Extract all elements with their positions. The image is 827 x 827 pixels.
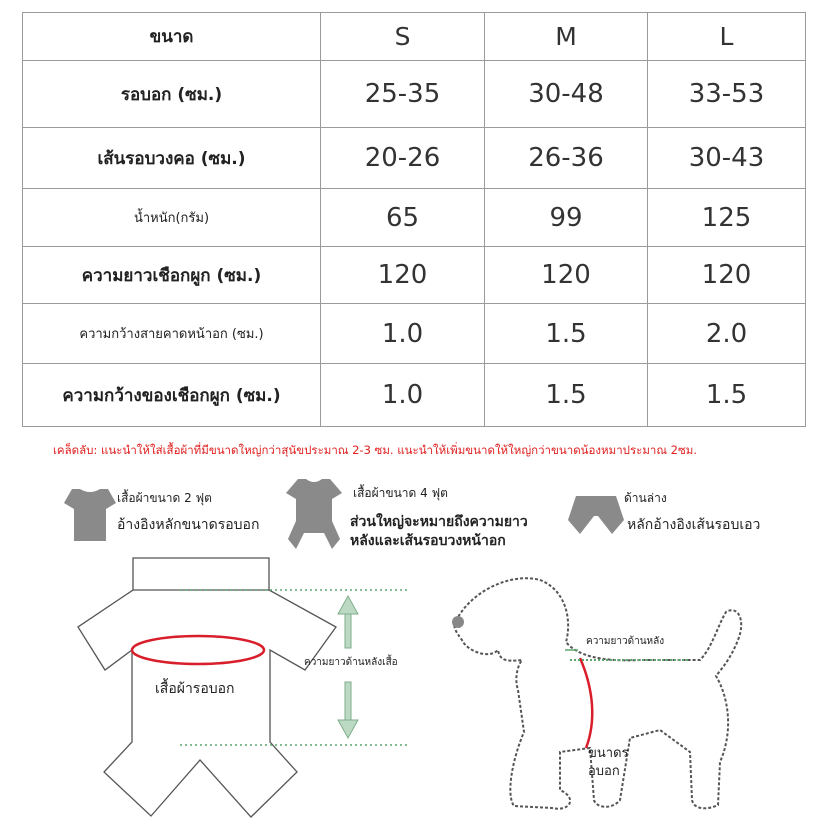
- two-leg-shirt-icon: [62, 485, 118, 545]
- dog-diagram: [440, 565, 750, 820]
- cell-value: 120: [648, 247, 806, 304]
- dog-chest-measure-line: [580, 658, 592, 748]
- cell-value: 1.0: [321, 364, 485, 427]
- header-size-l: L: [648, 13, 806, 61]
- four-leg-title: เสื้อผ้าขนาด 4 ฟุต: [353, 486, 448, 500]
- header-size-s: S: [321, 13, 485, 61]
- cell-value: 65: [321, 189, 485, 247]
- cell-value: 2.0: [648, 304, 806, 364]
- dog-back-length-label: ความยาวด้านหลัง: [586, 636, 665, 647]
- cell-value: 33-53: [648, 61, 806, 128]
- table-row: [23, 189, 806, 247]
- cell-value: 1.5: [648, 364, 806, 427]
- four-leg-desc-line1: ส่วนใหญ่จะหมายถึงความยาว: [350, 514, 528, 530]
- cell-value: 125: [648, 189, 806, 247]
- pants-icon: [566, 494, 626, 538]
- sizing-tip: เคล็ดลับ: แนะนำให้ใส่เสื้อผ้าที่มีขนาดใหญ่กว่าสุนัขประมาณ 2-3 ซม. แนะนำให้เพิ่มขนาดให้ใหญ่กว่าขนาดน้องหมาประมาณ 2ซม.: [53, 443, 698, 457]
- cell-value: 1.5: [485, 304, 648, 364]
- row-label: เส้นรอบวงคอ (ซม.): [23, 128, 321, 189]
- four-leg-desc-line2: หลังและเส้นรอบวงหน้าอก: [350, 533, 506, 549]
- cell-value: 26-36: [485, 128, 648, 189]
- arrow-up-icon: [338, 596, 358, 648]
- table-row: [23, 128, 806, 189]
- table-row: [23, 247, 806, 304]
- cell-value: 1.5: [485, 364, 648, 427]
- bottom-desc: หลักอ้างอิงเส้นรอบเอว: [627, 517, 761, 533]
- dog-chest-label-line1: ขนาดร: [588, 746, 629, 761]
- size-table: [22, 12, 806, 427]
- cell-value: 99: [485, 189, 648, 247]
- arrow-down-icon: [338, 682, 358, 738]
- row-label: รอบอก (ซม.): [23, 61, 321, 128]
- two-leg-desc: อ้างอิงหลักขนาดรอบอก: [117, 517, 260, 533]
- dog-chest-label-line2: อบอก: [588, 764, 620, 779]
- cell-value: 120: [485, 247, 648, 304]
- four-leg-shirt-icon: [284, 477, 344, 551]
- cell-value: 25-35: [321, 61, 485, 128]
- table-row: [23, 61, 806, 128]
- garment-chest-label: เสื้อผ้ารอบอก: [155, 681, 235, 697]
- cell-value: 120: [321, 247, 485, 304]
- row-label: ความยาวเชือกผูก (ซม.): [23, 247, 321, 304]
- table-row: [23, 304, 806, 364]
- garment-back-length-label: ความยาวด้านหลังเสื้อ: [304, 657, 398, 668]
- garment-diagram: [75, 550, 415, 820]
- two-leg-title: เสื้อผ้าขนาด 2 ฟุต: [117, 491, 212, 505]
- row-label: น้ำหนัก(กรัม): [23, 189, 321, 247]
- row-label: ความกว้างของเชือกผูก (ซม.): [23, 364, 321, 427]
- header-size-m: M: [485, 13, 648, 61]
- header-size-label: ขนาด: [23, 13, 321, 61]
- cell-value: 30-48: [485, 61, 648, 128]
- cell-value: 1.0: [321, 304, 485, 364]
- dog-nose-icon: [452, 616, 464, 628]
- table-header-row: [23, 13, 806, 61]
- cell-value: 30-43: [648, 128, 806, 189]
- row-label: ความกว้างสายคาดหน้าอก (ซม.): [23, 304, 321, 364]
- table-row: [23, 364, 806, 427]
- cell-value: 20-26: [321, 128, 485, 189]
- bottom-title: ด้านล่าง: [624, 491, 667, 505]
